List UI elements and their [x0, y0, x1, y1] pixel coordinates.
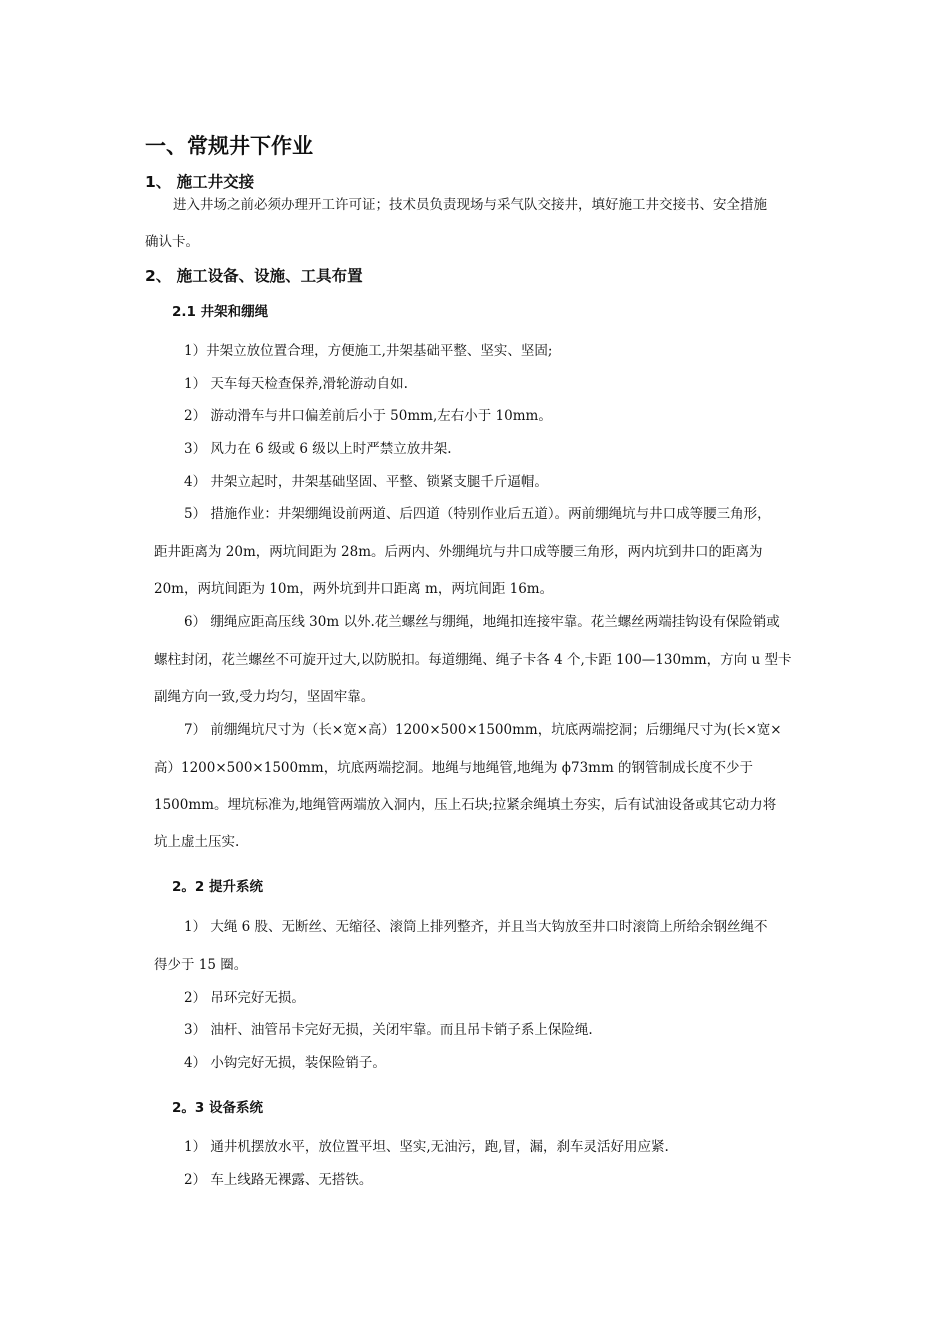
list-item: 7） 前绷绳坑尺寸为（长×宽×高）1200×500×1500mm，坑底两端挖洞；后绷绳尺寸为(长×宽× [184, 722, 782, 738]
list-item: 4） 井架立起时，井架基础坚固、平整、锁紧支腿千斤逼帽。 [184, 474, 548, 490]
section-heading-1: 1、 施工井交接 [145, 173, 255, 191]
paragraph-line: 进入井场之前必须办理开工许可证；技术员负责现场与采气队交接井，填好施工井交接书、安全措施 [173, 197, 767, 213]
subsection-heading-2-3: 2。3 设备系统 [172, 1100, 263, 1116]
paragraph-line: 距井距离为 20m，两坑间距为 28m。后两内、外绷绳坑与井口成等腰三角形，两内坑到井口的距离为 [154, 544, 763, 560]
paragraph-line: 1500mm。埋坑标准为,地绳管两端放入洞内，压上石块;拉紧余绳填土夯实，后有试油设备或其它动力将 [154, 797, 777, 813]
list-item: 1） 通井机摆放水平，放位置平坦、坚实,无油污，跑,冒，漏，刹车灵活好用应紧. [184, 1139, 669, 1155]
list-item: 3） 风力在 6 级或 6 级以上时严禁立放井架. [184, 441, 452, 457]
paragraph-line: 螺柱封闭，花兰螺丝不可旋开过大,以防脱扣。每道绷绳、绳子卡各 4 个,卡距 100—130mm，方向 u 型卡 [154, 652, 792, 668]
paragraph-line: 确认卡。 [145, 234, 199, 250]
list-item: 4） 小钩完好无损，装保险销子。 [184, 1055, 386, 1071]
subsection-heading-2-2: 2。2 提升系统 [172, 879, 263, 895]
paragraph-line: 副绳方向一致,受力均匀，坚固牢靠。 [154, 689, 375, 705]
list-item: 1） 天车每天检查保养,滑轮游动自如. [184, 376, 408, 392]
page-title: 一、常规井下作业 [145, 134, 313, 158]
list-item: 3） 油杆、油管吊卡完好无损，关闭牢靠。而且吊卡销子系上保险绳. [184, 1022, 593, 1038]
list-item: 2） 吊环完好无损。 [184, 990, 305, 1006]
list-item: 6） 绷绳应距高压线 30m 以外.花兰螺丝与绷绳，地绳扣连接牢靠。花兰螺丝两端挂钩设有保险销或 [184, 614, 780, 630]
section-heading-2: 2、 施工设备、设施、工具布置 [145, 267, 363, 285]
list-item: 1）井架立放位置合理，方便施工,井架基础平整、坚实、坚固; [184, 343, 553, 359]
paragraph-line: 得少于 15 圈。 [154, 957, 248, 973]
paragraph-line: 坑上虚土压实. [154, 834, 240, 850]
paragraph-line: 20m，两坑间距为 10m，两外坑到井口距离 m，两坑间距 16m。 [154, 581, 554, 597]
paragraph-line: 高）1200×500×1500mm，坑底两端挖洞。地绳与地绳管,地绳为 ϕ73mm 的钢管制成长度不少于 [154, 760, 754, 776]
subsection-heading-2-1: 2.1 井架和绷绳 [172, 304, 269, 320]
list-item: 5） 措施作业：井架绷绳设前两道、后四道（特别作业后五道）。两前绷绳坑与井口成等腰三角形， [184, 506, 771, 522]
list-item: 1） 大绳 6 股、无断丝、无缩径、滚筒上排列整齐，并且当大钩放至井口时滚筒上所给余钢丝绳不 [184, 919, 768, 935]
list-item: 2） 车上线路无裸露、无搭铁。 [184, 1172, 373, 1188]
list-item: 2） 游动滑车与井口偏差前后小于 50mm,左右小于 10mm。 [184, 408, 552, 424]
